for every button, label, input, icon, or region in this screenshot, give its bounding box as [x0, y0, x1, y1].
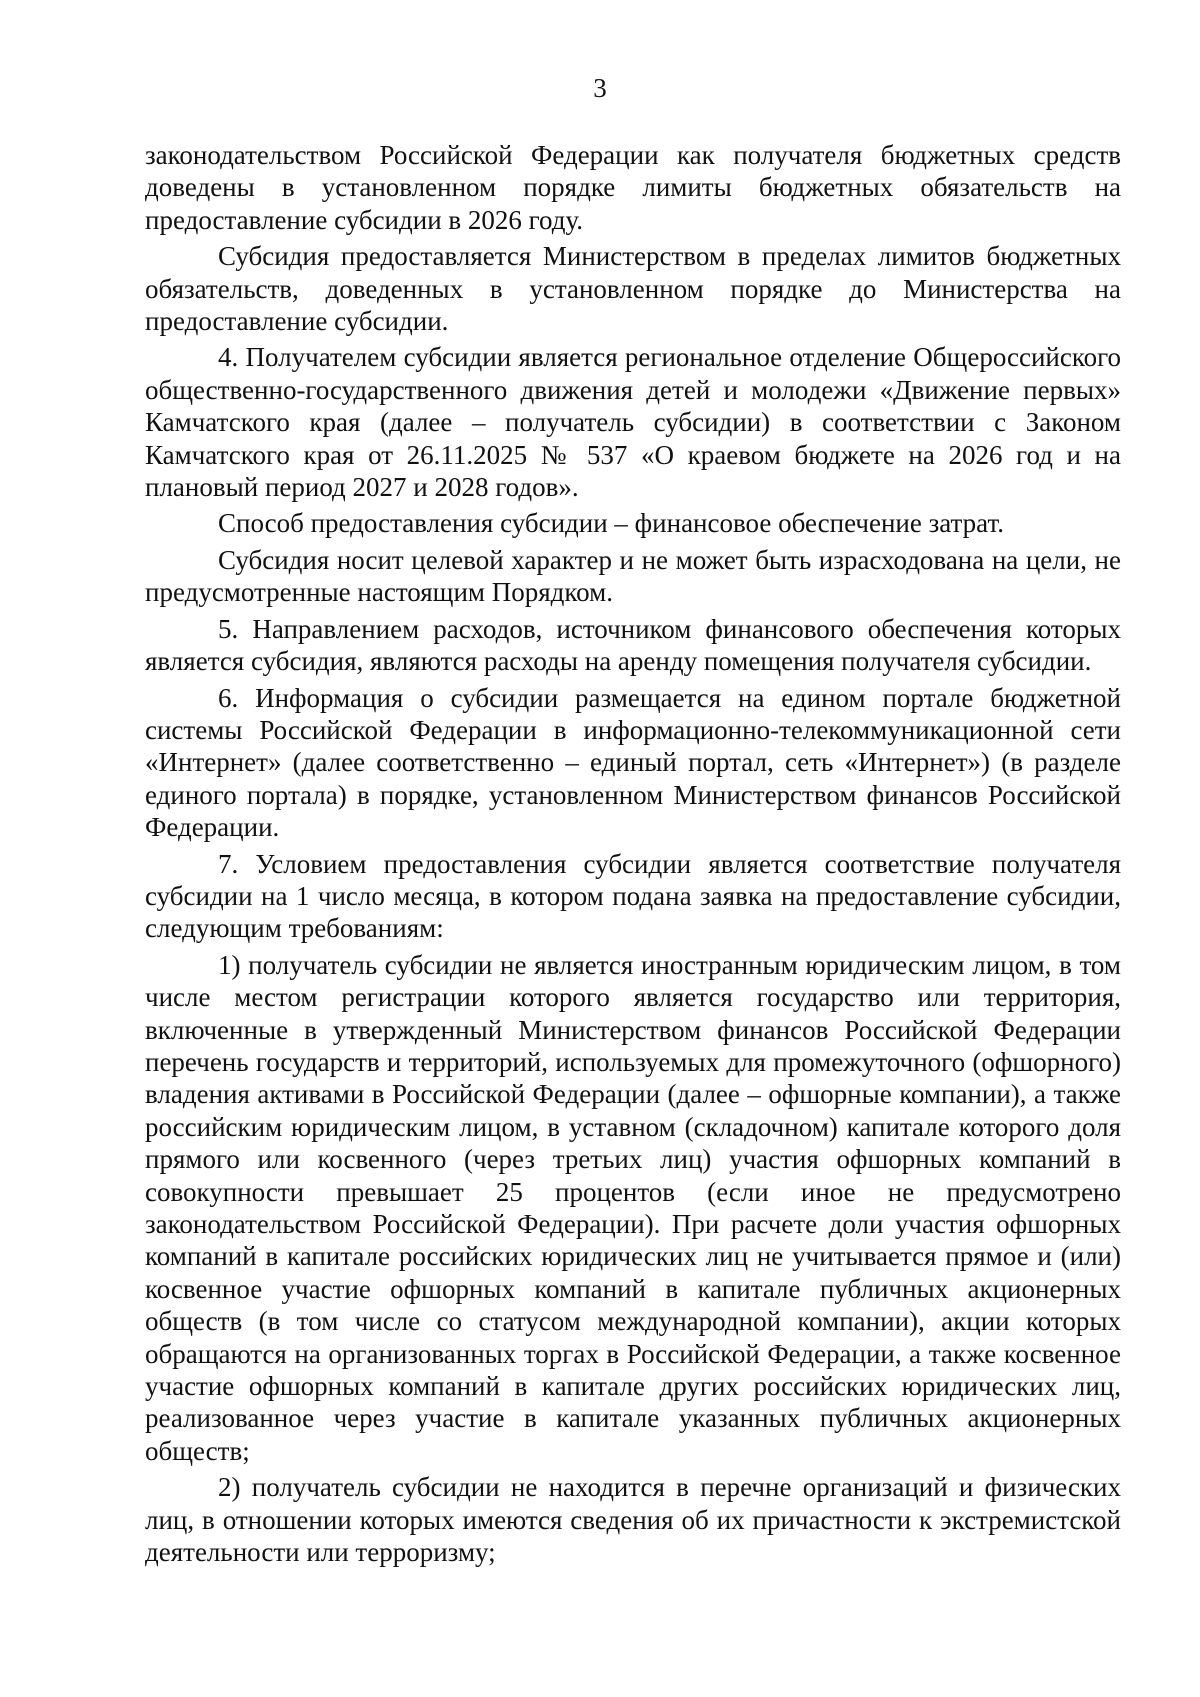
paragraph-item-4-recipient: 4. Получателем субсидии является региональное отделение Общероссийского общественно-государственного движения детей и молодежи «Движение первых» Камчатского края (далее – получатель субсидии) в соответствии с Законом Камчатского края от 26.11.2025 № 537 «О краевом бюджете на 2026 год и на плановый период 2027 и 2028 годов».: [145, 342, 1121, 503]
paragraph-item-7-conditions: 7. Условием предоставления субсидии является соответствие получателя субсидии на 1 число месяца, в котором подана заявка на предоставление субсидии, следующим требованиям:: [145, 848, 1121, 944]
paragraph-item-6-information: 6. Информация о субсидии размещается на едином портале бюджетной системы Российской Федерации в информационно-телекоммуникационной сети «Интернет» (далее соответственно – единый портал, сеть «Интернет») (в разделе единого портала) в порядке, установленном Министерством финансов Российской Федерации.: [145, 682, 1121, 843]
paragraph-requirement-1: 1) получатель субсидии не является иностранным юридическим лицом, в том числе местом регистрации которого является государство или территория, включенные в утвержденный Министерством финансов Российской Федерации перечень государств и территорий, используемых для промежуточного (офшорного) владения активами в Российской Федерации (далее – офшорные компании), а также российским юридическим лицом, в уставном (складочном) капитале которого доля прямого или косвенного (через третьих лиц) участия офшорных компаний в совокупности превышает 25 процентов (если иное не предусмотрено законодательством Российской Федерации). При расчете доли участия офшорных компаний в капитале российских юридических лиц не учитывается прямое и (или) косвенное участие офшорных компаний в капитале публичных акционерных обществ (в том числе со статусом международной компании), акции которых обращаются на организованных торгах в Российской Федерации, а также косвенное участие офшорных компаний в капитале других российских юридических лиц, реализованное через участие в капитале указанных публичных акционерных обществ;: [145, 949, 1121, 1466]
paragraph-item-5-expenses: 5. Направлением расходов, источником финансового обеспечения которых является субсидия, являются расходы на аренду помещения получателя субсидии.: [145, 613, 1121, 677]
paragraph-target-purpose: Субсидия носит целевой характер и не может быть израсходована на цели, не предусмотренные настоящим Порядком.: [145, 544, 1121, 608]
paragraph-requirement-2: 2) получатель субсидии не находится в перечне организаций и физических лиц, в отношении которых имеются сведения об их причастности к экстремистской деятельности или терроризму;: [145, 1472, 1121, 1568]
paragraph-subsidy-provision: Субсидия предоставляется Министерством в пределах лимитов бюджетных обязательств, доведенных в установленном порядке до Министерства на предоставление субсидии.: [145, 241, 1121, 337]
page-number: 3: [593, 73, 607, 103]
paragraph-provision-method: Способ предоставления субсидии – финансовое обеспечение затрат.: [218, 508, 1004, 539]
paragraph-continuation: законодательством Российской Федерации как получателя бюджетных средств доведены в установленном порядке лимиты бюджетных обязательств на предоставление субсидии в 2026 году.: [145, 140, 1121, 235]
document-body: [145, 139, 1121, 1568]
